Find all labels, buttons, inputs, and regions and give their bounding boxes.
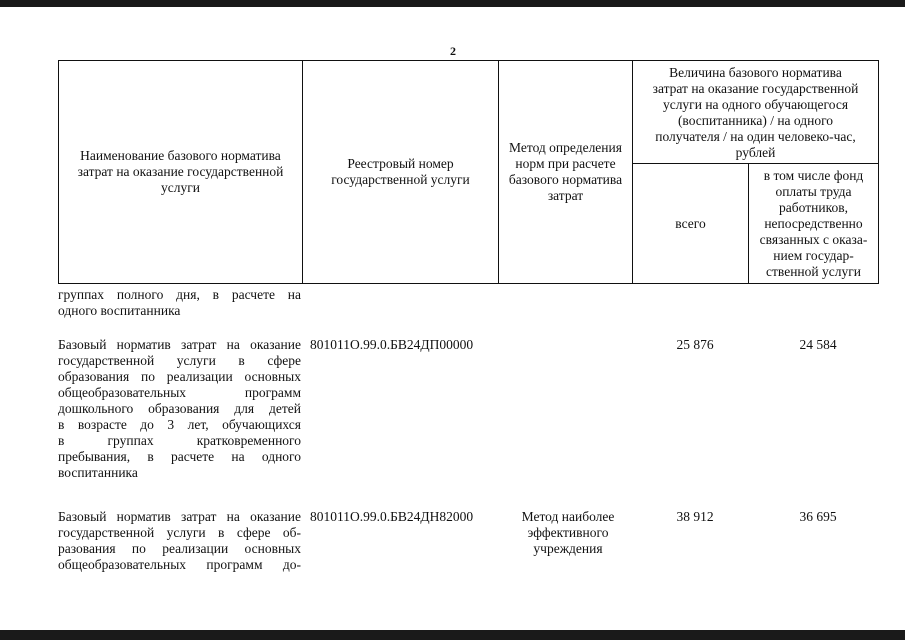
header-fund-line: непосредственно [764,215,863,231]
header-fund-line: оплаты труда [775,183,852,199]
row-name-line: в группах кратковременного [58,433,301,448]
row-name-line: государственной услуги в сфере об- [58,525,301,540]
header-name-column: Наименование базового норматива затрат на оказание государственной услуги [59,61,303,284]
header-value-line: Величина базового норматива [669,65,842,80]
row-name-line: группах полного дня, в расчете на [58,287,301,302]
scan-edge-top [0,0,905,7]
header-value-column [633,61,879,164]
header-fund-line: в том числе фонд [763,167,864,183]
header-total-column: всего [633,164,749,284]
header-fund-line: нием государ- [773,247,854,263]
row-fund-value: 36 695 [799,509,837,524]
row-name-line: дошкольного образования для детей [58,401,301,416]
row-name-cell [58,287,301,319]
row-name-line: Базовый норматив затрат на оказание [58,509,301,524]
row-total-value: 38 912 [676,509,714,524]
row-name-cell [58,337,301,481]
row-name-line: государственной услуги в сфере [58,353,301,368]
header-registry-column: Реестровый номер государственной услуги [303,61,499,284]
row-name-line: одного воспитанника [58,303,181,318]
row-name-line: разования по реализации основных [58,541,301,556]
row-method-cell [502,509,634,557]
header-value-line: рублей [735,145,776,160]
header-fund-column [749,164,879,284]
header-value-line: получателя / на один человеко-час, [655,129,856,144]
row-total-value: 25 876 [676,337,714,352]
row-name-line: воспитанника [58,465,138,480]
header-value-line: затрат на оказание государственной [652,81,859,96]
header-method-column: Метод определения норм при расчете базового норматива затрат [499,61,633,284]
row-name-line: в возрасте до 3 лет, обучающихся [58,417,301,432]
header-fund-line: ственной услуги [766,263,861,279]
header-fund-line: работников, [779,199,848,215]
row-name-line: общеобразовательных программ [58,385,301,400]
row-method-line: учреждения [533,541,603,556]
row-name-line: пребывания, в расчете на одного [58,449,301,464]
page-number: 2 [450,44,456,58]
header-value-line: (воспитанника) / на одного [677,113,834,128]
row-name-line: Базовый норматив затрат на оказание [58,337,301,352]
row-name-line: общеобразовательных программ до- [58,557,301,572]
row-registry-number: 801011О.99.0.БВ24ДН82000 [310,509,474,524]
row-name-line: образования по реализации основных [58,369,301,384]
row-method-line: эффективного [527,525,609,540]
header-value-line: услуги на одного обучающегося [662,97,849,112]
row-registry-number: 801011О.99.0.БВ24ДП00000 [310,337,474,352]
scan-edge-bottom [0,630,905,640]
row-method-line: Метод наиболее [521,509,615,524]
row-name-cell [58,509,301,573]
row-fund-value: 24 584 [799,337,837,352]
header-fund-line: связанных с оказа- [759,231,868,247]
header-table [58,60,879,284]
